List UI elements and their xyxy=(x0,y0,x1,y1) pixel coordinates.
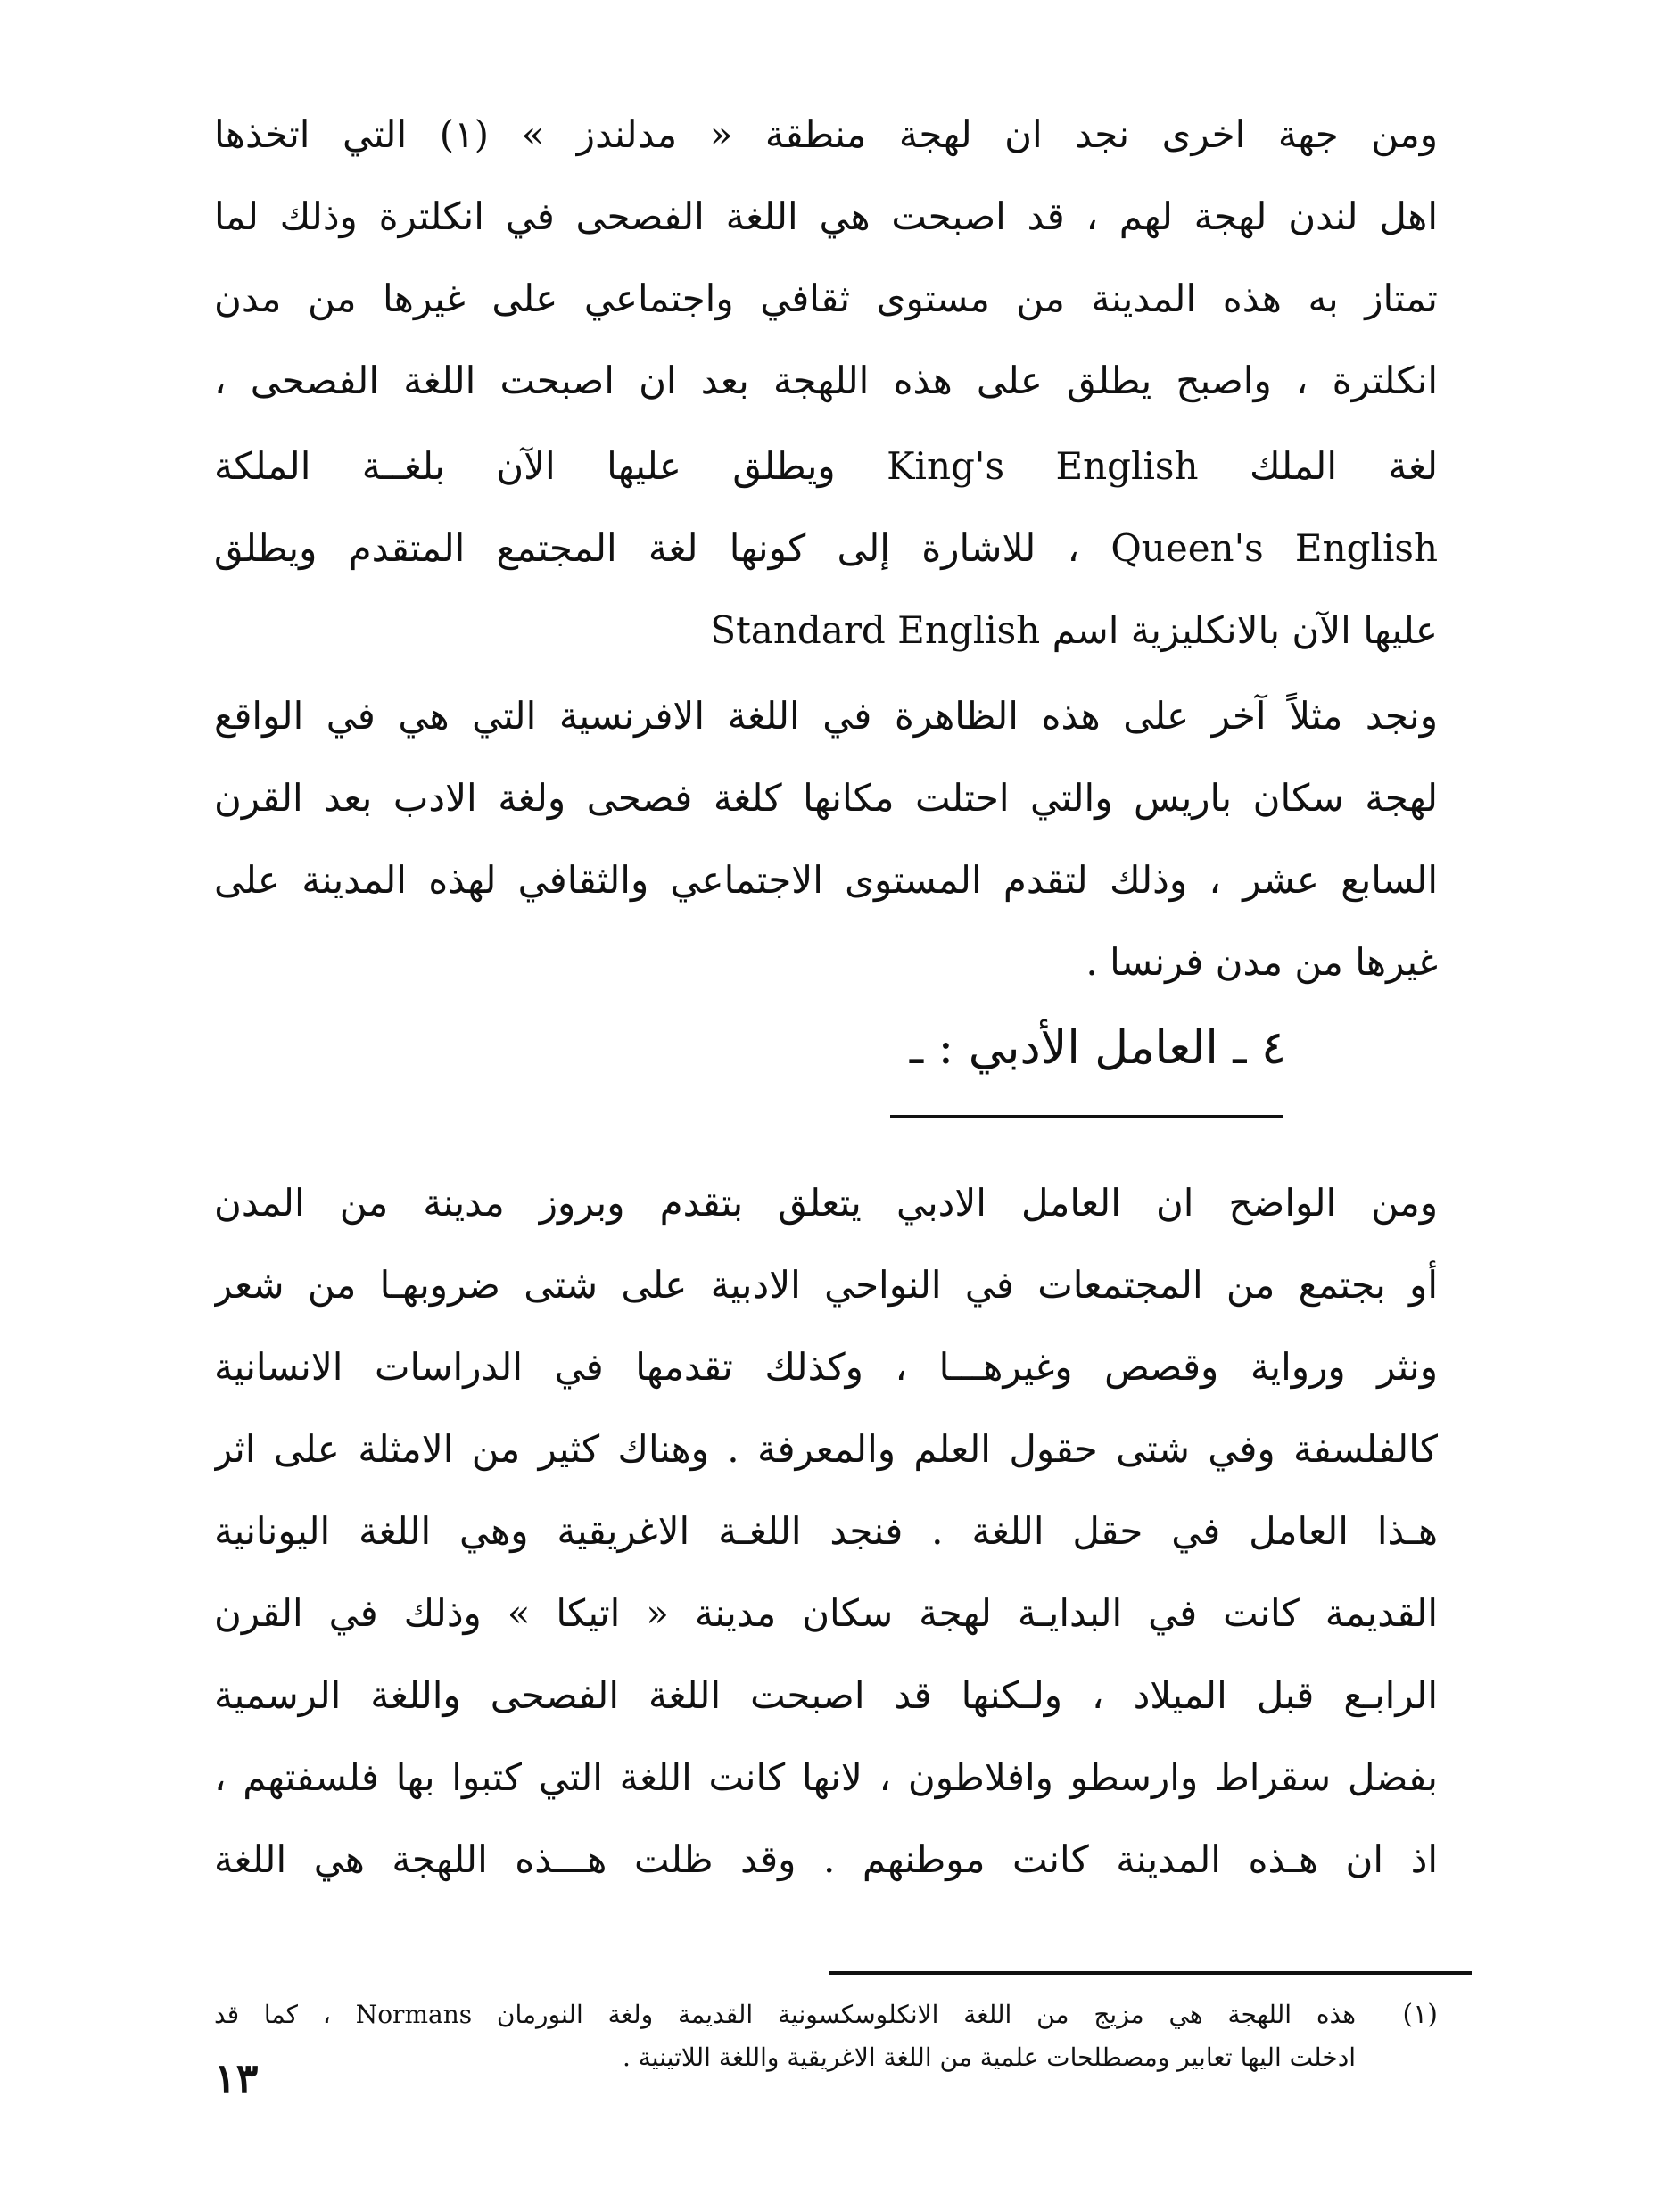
text-line: كالفلسفة وفي شتى حقول العلم والمعرفة . وهناك كثير من الامثلة على اثر xyxy=(214,1427,1438,1471)
footnote-line: هذه اللهجة هي مزيج من اللغة الانكلوسكسونية القديمة ولغة النورمان Normans ، كما قد xyxy=(214,2000,1356,2029)
text-line: اهل لندن لهجة لهم ، قد اصبحت هي اللغة الفصحى في انكلترة وذلك لما xyxy=(214,194,1438,238)
text-line: بفضل سقراط وارسطو وافلاطون ، لانها كانت اللغة التي كتبوا بها فلسفتهم ، xyxy=(214,1755,1438,1799)
text-line: لغة الملك King's English ويطلق عليها الآن بلغــة الملكة xyxy=(214,444,1438,488)
text-line: السابع عشر ، وذلك لتقدم المستوى الاجتماعي والثقافي لهذه المدينة على xyxy=(214,858,1438,902)
text-line: هـذا العامل في حقل اللغة . فنجد اللغـة الاغريقية وهي اللغة اليونانية xyxy=(214,1509,1438,1553)
footnote-line: ادخلت اليها تعابير ومصطلحات علمية من اللغة الاغريقية واللغة اللاتينية . xyxy=(622,2043,1356,2072)
text-line: انكلترة ، واصبح يطلق على هذه اللهجة بعد ان اصبحت اللغة الفصحى ، xyxy=(214,359,1438,402)
text-line: القديمة كانت في البدايـة لهجة سكان مدينة « اتيكا » وذلك في القرن xyxy=(214,1591,1438,1635)
footnote-rule xyxy=(830,1971,1472,1975)
text-line: اذ ان هـذه المدينة كانت موطنهم . وقد ظلت هـــذه اللهجة هي اللغة xyxy=(214,1837,1438,1881)
text-line: ونثر ورواية وقصص وغيرهـــا ، وكذلك تقدمها في الدراسات الانسانية xyxy=(214,1345,1438,1389)
text-line: عليها الآن بالانكليزية اسم Standard English xyxy=(710,608,1438,652)
text-line: ومن جهة اخرى نجد ان لهجة منطقة « مدلندز » (١) التي اتخذها xyxy=(214,112,1438,156)
text-line: الرابـع قبل الميلاد ، ولـكنها قد اصبحت اللغة الفصحى واللغة الرسمية xyxy=(214,1673,1438,1717)
text-line: ومن الواضح ان العامل الادبي يتعلق بتقدم وبروز مدينة من المدن xyxy=(214,1181,1438,1225)
footnote-marker: (١) xyxy=(1402,1999,1438,2030)
text-line: لهجة سكان باريس والتي احتلت مكانها كلغة فصحى ولغة الادب بعد القرن xyxy=(214,776,1438,820)
text-line: غيرها من مدن فرنسا . xyxy=(1085,940,1438,984)
page-number: ١٣ xyxy=(214,2054,259,2102)
heading-underline xyxy=(890,1115,1283,1118)
text-line: أو بجتمع من المجتمعات في النواحي الادبية على شتى ضروبهـا من شعر xyxy=(214,1263,1438,1307)
text-line: Queen's English ، للاشارة إلى كونها لغة المجتمع المتقدم ويطلق xyxy=(214,526,1438,570)
text-line: تمتاز به هذه المدينة من مستوى ثقافي واجتماعي على غيرها من مدن xyxy=(214,276,1438,320)
section-heading: ٤ ـ العامل الأدبي : ـ xyxy=(909,1021,1286,1075)
text-line: ونجد مثلاً آخر على هذه الظاهرة في اللغة الافرنسية التي هي في الواقع xyxy=(214,694,1438,738)
